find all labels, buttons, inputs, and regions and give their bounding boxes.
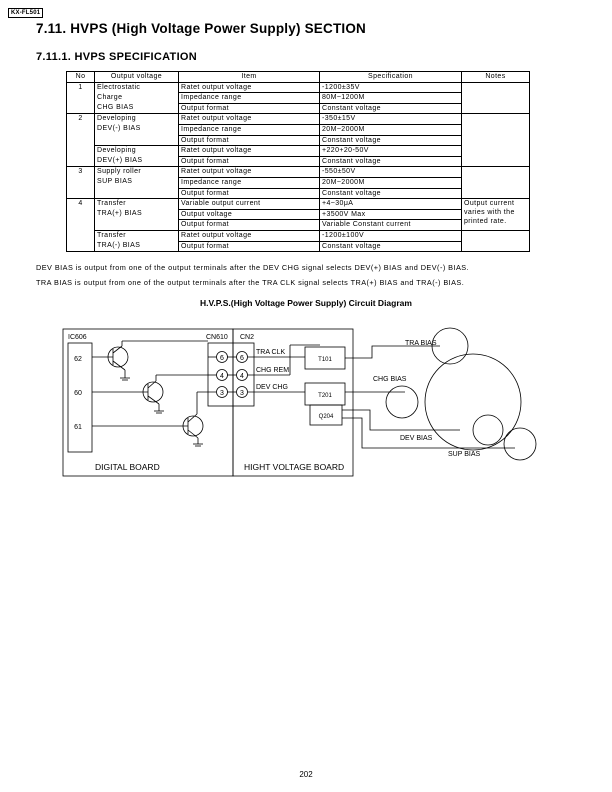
row-no: 3 — [67, 167, 95, 199]
item-cell: Output voltage — [179, 209, 320, 220]
item-cell: Impedance range — [179, 124, 320, 135]
cn2-label: CN2 — [240, 334, 255, 341]
pin-label: 3 — [220, 390, 224, 397]
ic-pin-60: 60 — [74, 390, 82, 397]
spec-cell: -1200±35V — [320, 82, 462, 93]
spec-cell: -1200±100V — [320, 230, 462, 241]
header-output-voltage: Output voltage — [95, 72, 179, 83]
header-item: Item — [179, 72, 320, 83]
tra-bias-line — [345, 346, 440, 358]
spec-cell: +3500V Max — [320, 209, 462, 220]
output-voltage-cell: CHG BIAS — [95, 103, 179, 114]
sup-bias-line — [342, 418, 515, 448]
item-cell: Impedance range — [179, 177, 320, 188]
row-no: 2 — [67, 114, 95, 167]
output-voltage-cell: Transfer — [95, 199, 179, 210]
ic-pin-62: 62 — [74, 356, 82, 363]
t101-label: T101 — [318, 357, 332, 363]
dev-bias-label: DEV BIAS — [400, 435, 433, 442]
pin-label: 6 — [240, 355, 244, 362]
tra-bias-label: TRA BIAS — [405, 340, 437, 347]
dev-chg-label: DEV CHG — [256, 384, 288, 391]
diagram-title: H.V.P.S.(High Voltage Power Supply) Circuit Diagram — [200, 298, 412, 308]
item-cell: Variable output current — [179, 199, 320, 210]
spec-cell: -550±50V — [320, 167, 462, 178]
output-voltage-cell: TRA(+) BIAS — [95, 209, 179, 220]
pin-label: 6 — [220, 355, 224, 362]
pin-label: 4 — [220, 373, 224, 380]
transistor-2 — [92, 375, 208, 413]
subsection-title: 7.11.1. HVPS SPECIFICATION — [36, 51, 198, 63]
notes-cell: Output current varies with the printed rate. — [462, 199, 530, 231]
page-number: 202 — [299, 770, 313, 779]
developing-roller — [473, 415, 503, 445]
item-cell: Ratet output voltage — [179, 114, 320, 125]
ic606-label: IC606 — [68, 334, 87, 341]
high-voltage-board-outline — [233, 329, 353, 476]
item-cell: Output format — [179, 241, 320, 252]
tra-bias-paragraph: TRA BIAS is output from one of the output terminals after the TRA CLK signal selects TRA(+) BIAS and TRA(-) BIAS. — [36, 278, 465, 287]
sup-bias-label: SUP BIAS — [448, 451, 481, 458]
chg-rem-label: CHG REM — [256, 367, 290, 374]
dev-bias-line — [342, 410, 460, 430]
transistor-1 — [92, 341, 208, 380]
output-voltage-cell: Supply roller — [95, 167, 179, 178]
pin-label: 4 — [240, 373, 244, 380]
spec-cell: 20M~2000M — [320, 124, 462, 135]
header-notes: Notes — [462, 72, 530, 83]
header-no: No — [67, 72, 95, 83]
spec-cell: Variable Constant current — [320, 220, 462, 231]
digital-board-outline — [63, 329, 233, 476]
chg-bias-label: CHG BIAS — [373, 376, 407, 383]
spec-cell: Constant voltage — [320, 156, 462, 167]
output-voltage-cell: DEV(-) BIAS — [95, 124, 179, 135]
output-voltage-cell: DEV(+) BIAS — [95, 156, 179, 167]
pin-label: 3 — [240, 390, 244, 397]
item-cell: Output format — [179, 220, 320, 231]
output-voltage-cell: Developing — [95, 146, 179, 157]
t201-label: T201 — [318, 393, 332, 399]
spec-cell: Constant voltage — [320, 103, 462, 114]
item-cell: Output format — [179, 135, 320, 146]
item-cell: Output format — [179, 103, 320, 114]
spec-cell: 80M~1200M — [320, 93, 462, 104]
output-voltage-cell: Transfer — [95, 230, 179, 241]
spec-cell: Constant voltage — [320, 241, 462, 252]
header-specification: Specification — [320, 72, 462, 83]
output-voltage-cell: Charge — [95, 93, 179, 104]
output-voltage-cell: TRA(-) BIAS — [95, 241, 179, 252]
section-title: 7.11. HVPS (High Voltage Power Supply) SECTION — [36, 21, 367, 36]
item-cell: Impedance range — [179, 93, 320, 104]
spec-cell: 20M~2000M — [320, 177, 462, 188]
hv-board-label: HIGHT VOLTAGE BOARD — [244, 462, 345, 472]
item-cell: Output format — [179, 156, 320, 167]
output-voltage-cell: SUP BIAS — [95, 177, 179, 188]
spec-cell: +4~30μA — [320, 199, 462, 210]
cn610-label: CN610 — [206, 334, 228, 341]
dev-bias-paragraph: DEV BIAS is output from one of the output terminals after the DEV CHG signal selects DEV(+) BIAS and DEV(-) BIAS. — [36, 263, 470, 272]
digital-board-label: DIGITAL BOARD — [95, 462, 160, 472]
spec-cell: +220+20-50V — [320, 146, 462, 157]
tra-clk-label: TRA CLK — [256, 349, 286, 356]
item-cell: Ratet output voltage — [179, 146, 320, 157]
ic-pin-61: 61 — [74, 424, 82, 431]
spec-cell: Constant voltage — [320, 188, 462, 199]
row-no: 4 — [67, 199, 95, 252]
model-tag: KX-FL501 — [8, 8, 43, 18]
item-cell: Ratet output voltage — [179, 82, 320, 93]
q204-label: Q204 — [318, 414, 334, 420]
output-voltage-cell: Electrostatic — [95, 82, 179, 93]
charge-roller — [386, 386, 418, 418]
item-cell: Ratet output voltage — [179, 230, 320, 241]
spec-cell: Constant voltage — [320, 135, 462, 146]
supply-roller — [504, 428, 536, 460]
output-voltage-cell: Developing — [95, 114, 179, 125]
item-cell: Output format — [179, 188, 320, 199]
row-no: 1 — [67, 82, 95, 114]
item-cell: Ratet output voltage — [179, 167, 320, 178]
spec-cell: -350±15V — [320, 114, 462, 125]
